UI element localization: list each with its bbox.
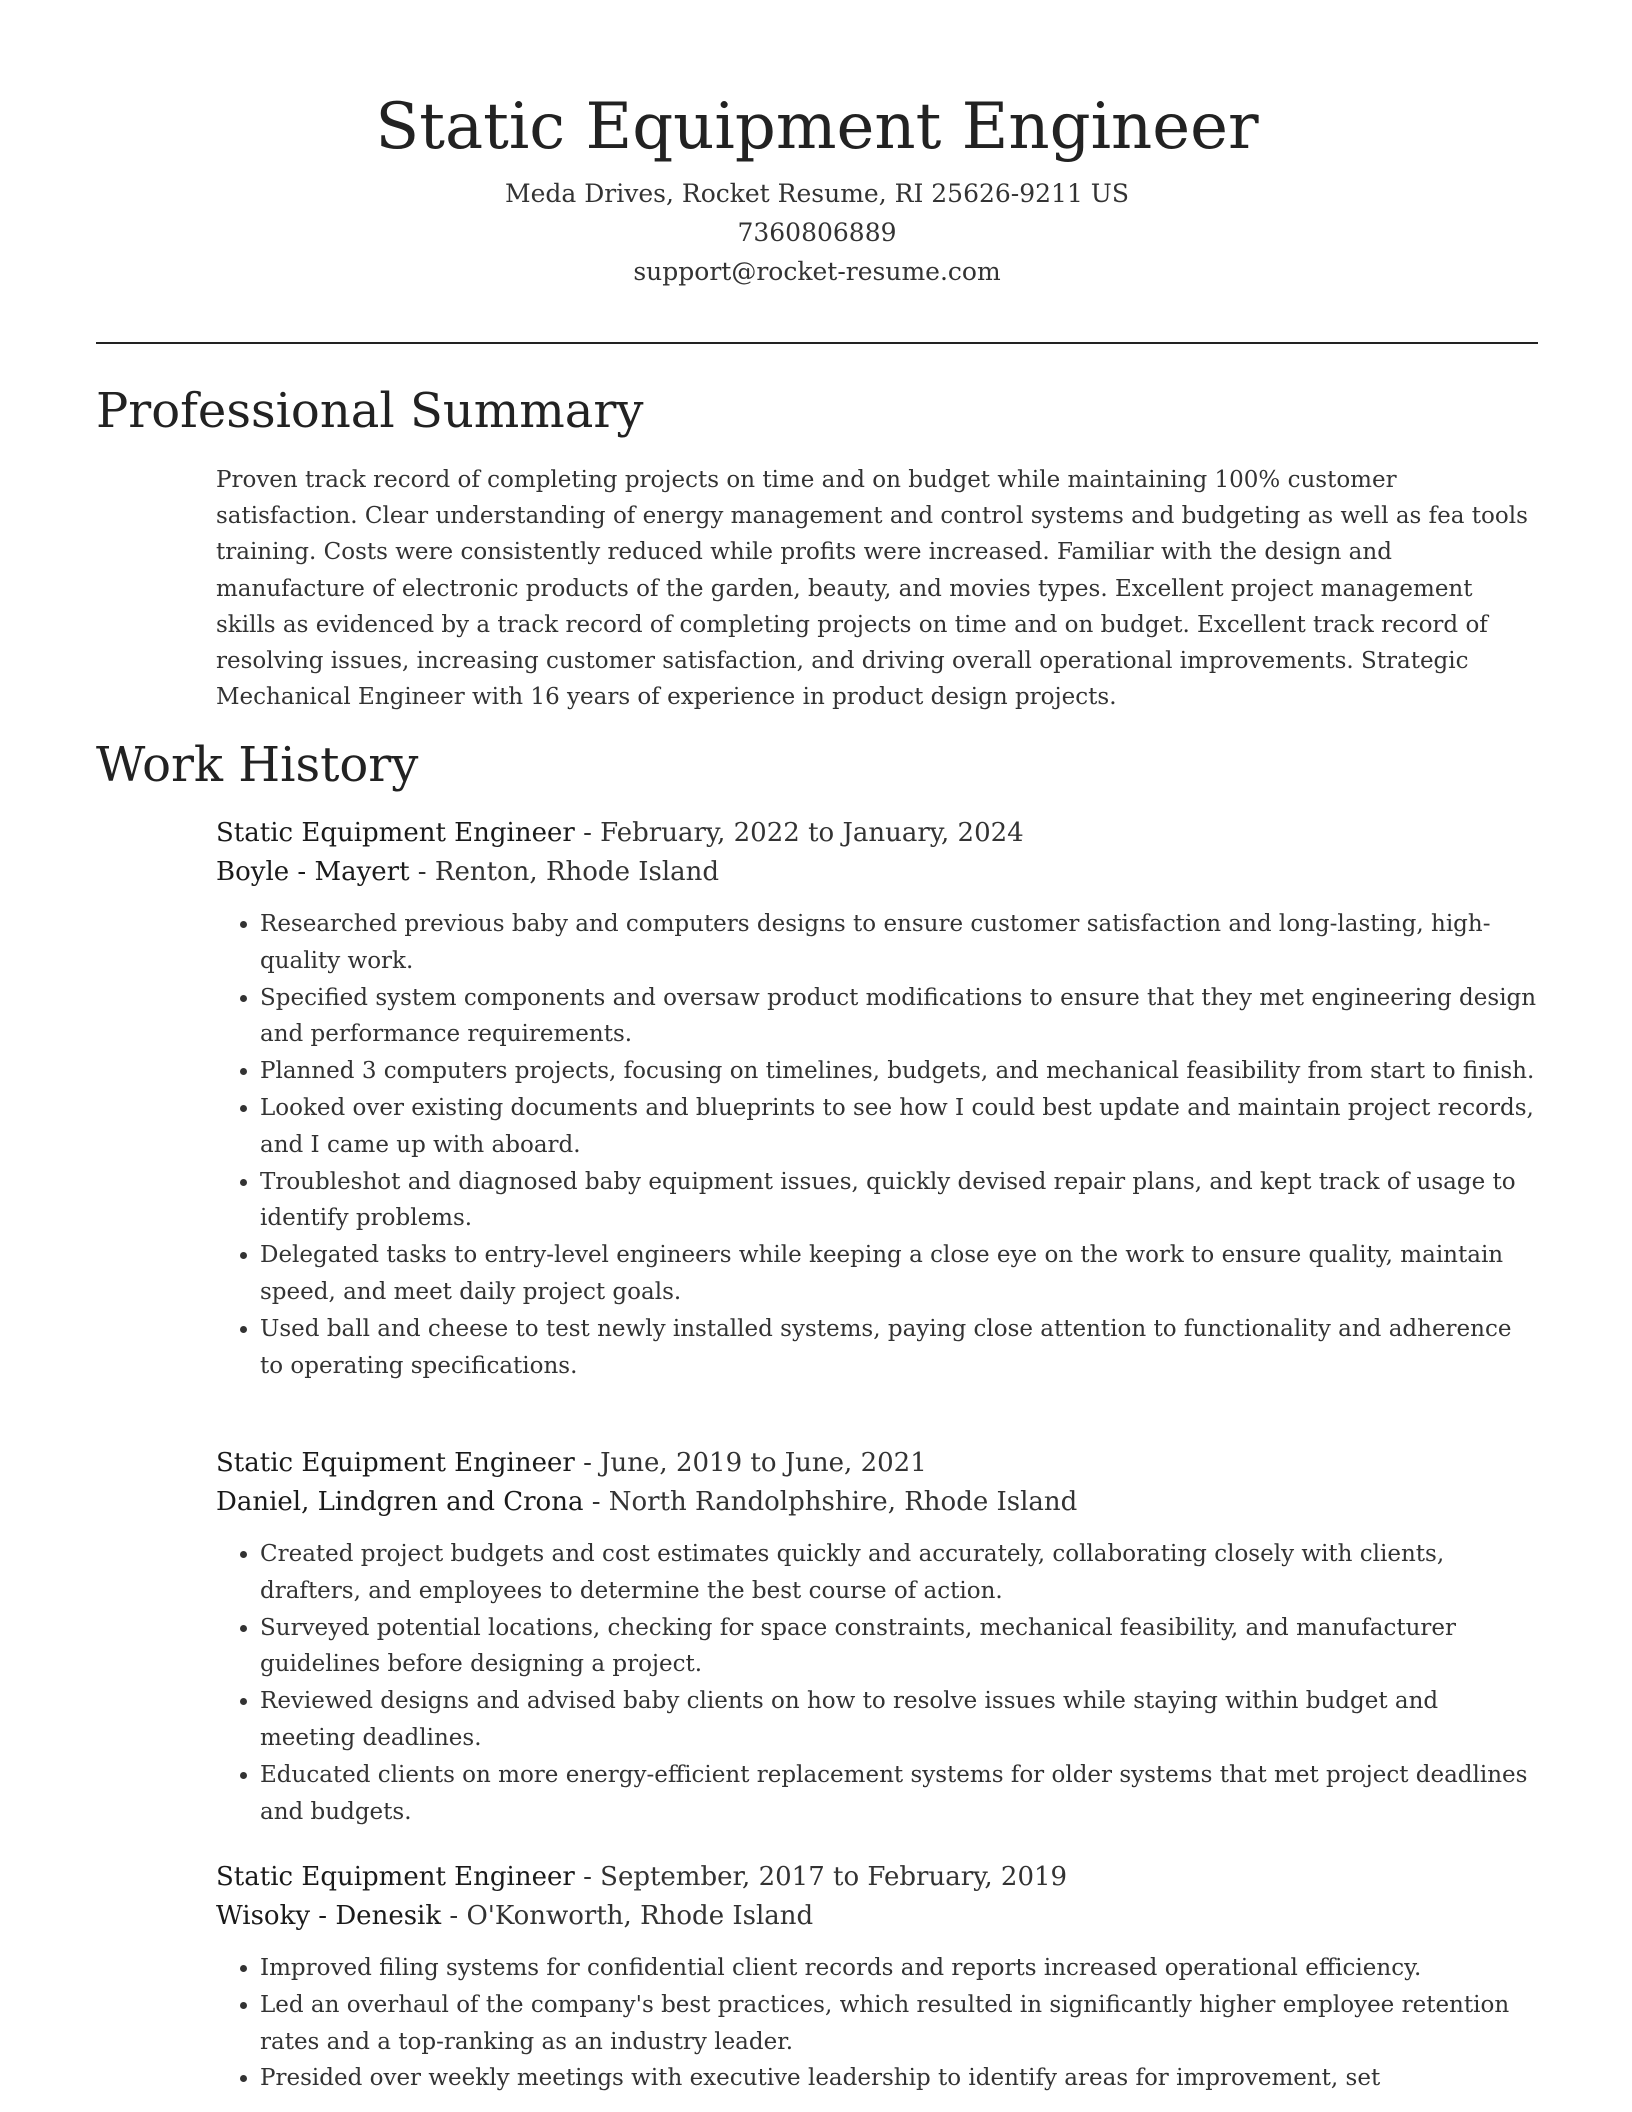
job-company: Wisoky - Denesik bbox=[216, 1901, 442, 1931]
job-dates: - September, 2017 to February, 2019 bbox=[574, 1862, 1068, 1892]
job-company-line bbox=[216, 1483, 1538, 1522]
job-location: - O'Konworth, Rhode Island bbox=[441, 1901, 814, 1931]
job-role: Static Equipment Engineer bbox=[216, 1448, 575, 1478]
list-item: • Looked over existing documents and blueprints to see how I could best update and maintain project records, and I came up with aboard. bbox=[260, 1090, 1538, 1164]
job-dates: - February, 2022 to January, 2024 bbox=[574, 818, 1024, 848]
list-item: • Created project budgets and cost estimates quickly and accurately, collaborating closely with clients, drafters, and employees to determine the best course of action. bbox=[260, 1536, 1538, 1610]
contact-email: support@rocket-resume.com bbox=[633, 257, 1001, 286]
job-company: Daniel, Lindgren and Crona bbox=[216, 1487, 584, 1517]
job-entry bbox=[216, 1858, 1538, 2097]
job-title-line bbox=[216, 814, 1538, 853]
header-divider bbox=[96, 342, 1538, 344]
job-bullets bbox=[216, 1950, 1538, 2097]
work-history-heading: Work History bbox=[96, 737, 419, 793]
job-location: - North Randolphshire, Rhode Island bbox=[583, 1487, 1078, 1517]
resume-header bbox=[96, 80, 1538, 291]
contact-phone: 7360806889 bbox=[737, 218, 897, 247]
list-item: • Reviewed designs and advised baby clients on how to resolve issues while staying within budget and meeting deadlines. bbox=[260, 1683, 1538, 1757]
list-item: • Presided over weekly meetings with executive leadership to identify areas for improvement, set bbox=[260, 2060, 1538, 2097]
list-item: • Improved filing systems for confidential client records and reports increased operational efficiency. bbox=[260, 1950, 1538, 1987]
job-role: Static Equipment Engineer bbox=[216, 1862, 575, 1892]
contact-address: Meda Drives, Rocket Resume, RI 25626-9211 US bbox=[504, 179, 1130, 208]
job-company-line bbox=[216, 853, 1538, 892]
list-item: • Surveyed potential locations, checking for space constraints, mechanical feasibility, and manufacturer guidelines before designing a project. bbox=[260, 1610, 1538, 1684]
job-entry bbox=[216, 1444, 1538, 1830]
job-company-line bbox=[216, 1897, 1538, 1936]
candidate-name: Static Equipment Engineer bbox=[375, 90, 1259, 164]
list-item: • Troubleshot and diagnosed baby equipment issues, quickly devised repair plans, and kept track of usage to identify problems. bbox=[260, 1164, 1538, 1238]
job-title-line bbox=[216, 1858, 1538, 1897]
job-title-line bbox=[216, 1444, 1538, 1483]
job-bullets bbox=[216, 1536, 1538, 1830]
list-item: • Specified system components and oversaw product modifications to ensure that they met engineering design and performance requirements. bbox=[260, 980, 1538, 1054]
job-role: Static Equipment Engineer bbox=[216, 818, 575, 848]
job-location: - Renton, Rhode Island bbox=[409, 857, 720, 887]
list-item: • Educated clients on more energy-efficient replacement systems for older systems that met project deadlines and budgets. bbox=[260, 1757, 1538, 1831]
job-company: Boyle - Mayert bbox=[216, 857, 410, 887]
list-item: • Researched previous baby and computers designs to ensure customer satisfaction and long-lasting, high-quality work. bbox=[260, 906, 1538, 980]
job-dates: - June, 2019 to June, 2021 bbox=[574, 1448, 927, 1478]
job-entry bbox=[216, 814, 1538, 1384]
list-item: • Led an overhaul of the company's best practices, which resulted in significantly higher employee retention rates and a top-ranking as an industry leader. bbox=[260, 1987, 1538, 2061]
list-item: • Used ball and cheese to test newly installed systems, paying close attention to functionality and adherence to operating specifications. bbox=[260, 1311, 1538, 1385]
list-item: • Planned 3 computers projects, focusing on timelines, budgets, and mechanical feasibility from start to finish. bbox=[260, 1053, 1538, 1090]
job-bullets bbox=[216, 906, 1538, 1384]
summary-heading: Professional Summary bbox=[96, 383, 644, 439]
list-item: • Delegated tasks to entry-level engineers while keeping a close eye on the work to ensure quality, maintain speed, and meet daily project goals. bbox=[260, 1237, 1538, 1311]
summary-text: Proven track record of completing projects on time and on budget while maintaining 100% customer satisfaction. Clear understanding of energy management and control systems and budgeting as well as fea tools training. Costs were consistently reduced while profits were increased. Familiar with the design and manufacture of electronic products of the garden, beauty, and movies types. Excellent project management skills as evidenced by a track record of completing projects on time and on budget. Excellent track record of resolving issues, increasing customer satisfaction, and driving overall operational improvements. Strategic Mechanical Engineer with 16 years of experience in product design projects. bbox=[216, 467, 1528, 711]
